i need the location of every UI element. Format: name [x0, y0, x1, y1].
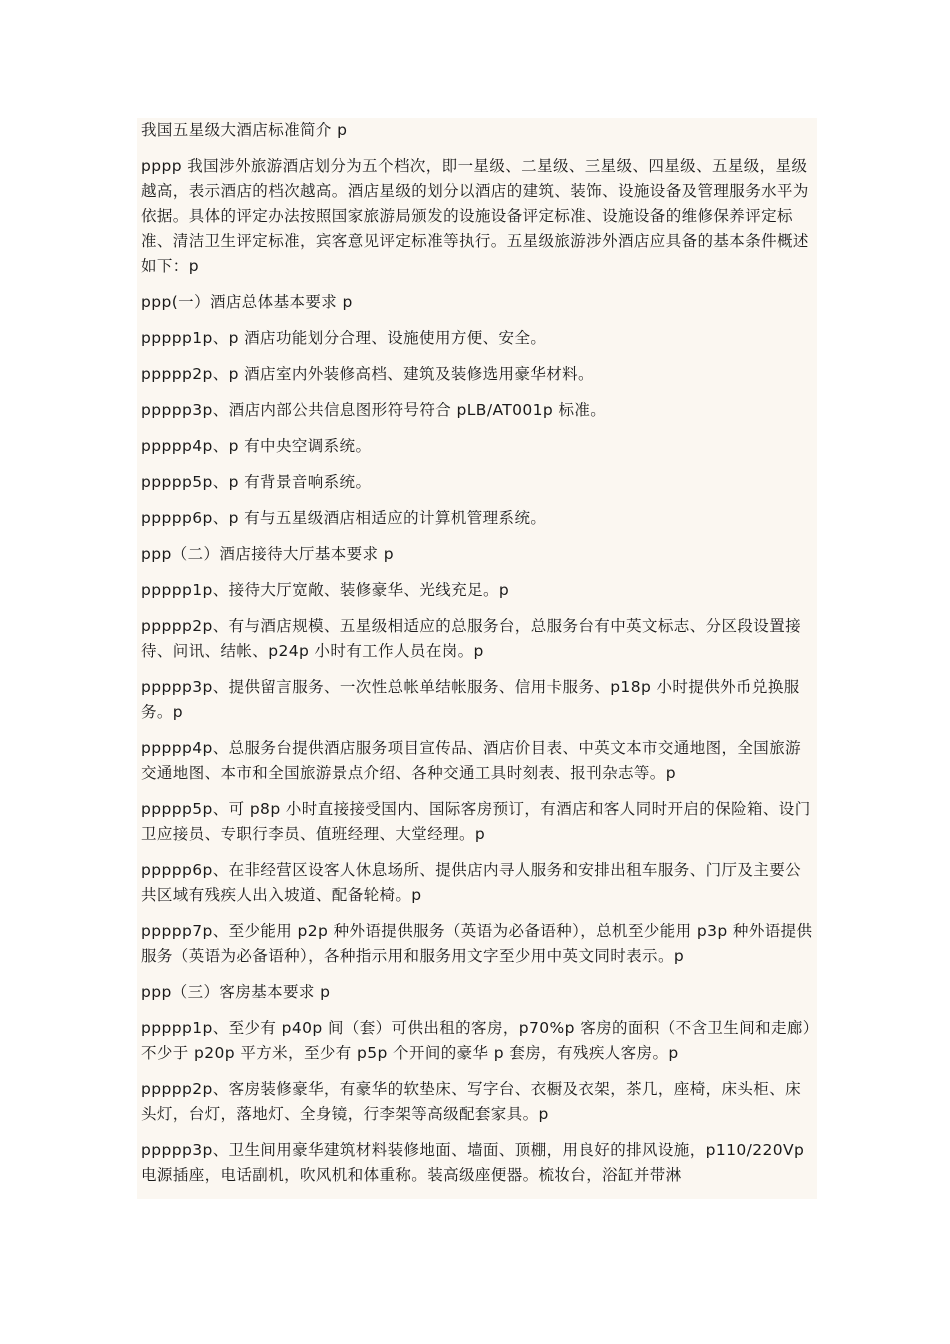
paragraph: ppppp1p、至少有 p40p 间（套）可供出租的客房，p70%p 客房的面积（不含卫生间和走廊）不少于 p20p 平方米，至少有 p5p 个开间的豪华 p 套房，有残疾人客房。p	[141, 1019, 811, 1062]
document-title: 我国五星级大酒店标准简介 p	[141, 121, 348, 139]
section-heading: ppp（三）客房基本要求 p	[141, 983, 331, 1001]
paragraph: ppppp1p、p 酒店功能划分合理、设施使用方便、安全。	[141, 329, 547, 347]
paragraph: ppppp5p、p 有背景音响系统。	[141, 473, 372, 491]
paragraph: ppppp1p、接待大厅宽敞、装修豪华、光线充足。p	[141, 581, 510, 599]
paragraph: ppppp2p、客房装修豪华，有豪华的软垫床、写字台、衣橱及衣架，茶几，座椅，床头柜、床头灯，台灯，落地灯、全身镜，行李架等高级配套家具。p	[141, 1080, 801, 1123]
paragraph: ppppp6p、p 有与五星级酒店相适应的计算机管理系统。	[141, 509, 547, 527]
paragraph: ppppp2p、p 酒店室内外装修高档、建筑及装修选用豪华材料。	[141, 365, 594, 383]
paragraph: ppppp3p、提供留言服务、一次性总帐单结帐服务、信用卡服务、p18p 小时提供外币兑换服务。p	[141, 678, 800, 721]
paragraph: ppppp6p、在非经营区设客人休息场所、提供店内寻人服务和安排出租车服务、门厅及主要公共区域有残疾人出入坡道、配备轮椅。p	[141, 861, 801, 904]
section-heading: ppp（二）酒店接待大厅基本要求 p	[141, 545, 394, 563]
paragraph: ppppp3p、卫生间用豪华建筑材料装修地面、墙面、顶棚，用良好的排风设施，p110/220Vp 电源插座，电话副机，吹风机和体重称。装高级座便器。梳妆台，浴缸并带淋	[141, 1141, 805, 1184]
section-heading: ppp(一）酒店总体基本要求 p	[141, 293, 353, 311]
document-body	[137, 118, 817, 1199]
paragraph: ppppp4p、总服务台提供酒店服务项目宣传品、酒店价目表、中英文本市交通地图，全国旅游交通地图、本市和全国旅游景点介绍、各种交通工具时刻表、报刊杂志等。p	[141, 739, 801, 782]
paragraph: pppp 我国涉外旅游酒店划分为五个档次，即一星级、二星级、三星级、四星级、五星级，星级越高，表示酒店的档次越高。酒店星级的划分以酒店的建筑、装饰、设施设备及管理服务水平为依据。具体的评定办法按照国家旅游局颁发的设施设备评定标准、设施设备的维修保养评定标准、清洁卫生评定标准，宾客意见评定标准等执行。五星级旅游涉外酒店应具备的基本条件概述如下：p	[141, 157, 809, 275]
paragraph: ppppp7p、至少能用 p2p 种外语提供服务（英语为必备语种），总机至少能用 p3p 种外语提供服务（英语为必备语种），各种指示用和服务用文字至少用中英文同时表示。p	[141, 922, 813, 965]
paragraph: ppppp3p、酒店内部公共信息图形符号符合 pLB/AT001p 标准。	[141, 401, 607, 419]
paragraph: ppppp2p、有与酒店规模、五星级相适应的总服务台，总服务台有中英文标志、分区段设置接待、问讯、结帐、p24p 小时有工作人员在岗。p	[141, 617, 801, 660]
paragraph: ppppp4p、p 有中央空调系统。	[141, 437, 372, 455]
paragraph: ppppp5p、可 p8p 小时直接接受国内、国际客房预订，有酒店和客人同时开启的保险箱、设门卫应接员、专职行李员、值班经理、大堂经理。p	[141, 800, 811, 843]
